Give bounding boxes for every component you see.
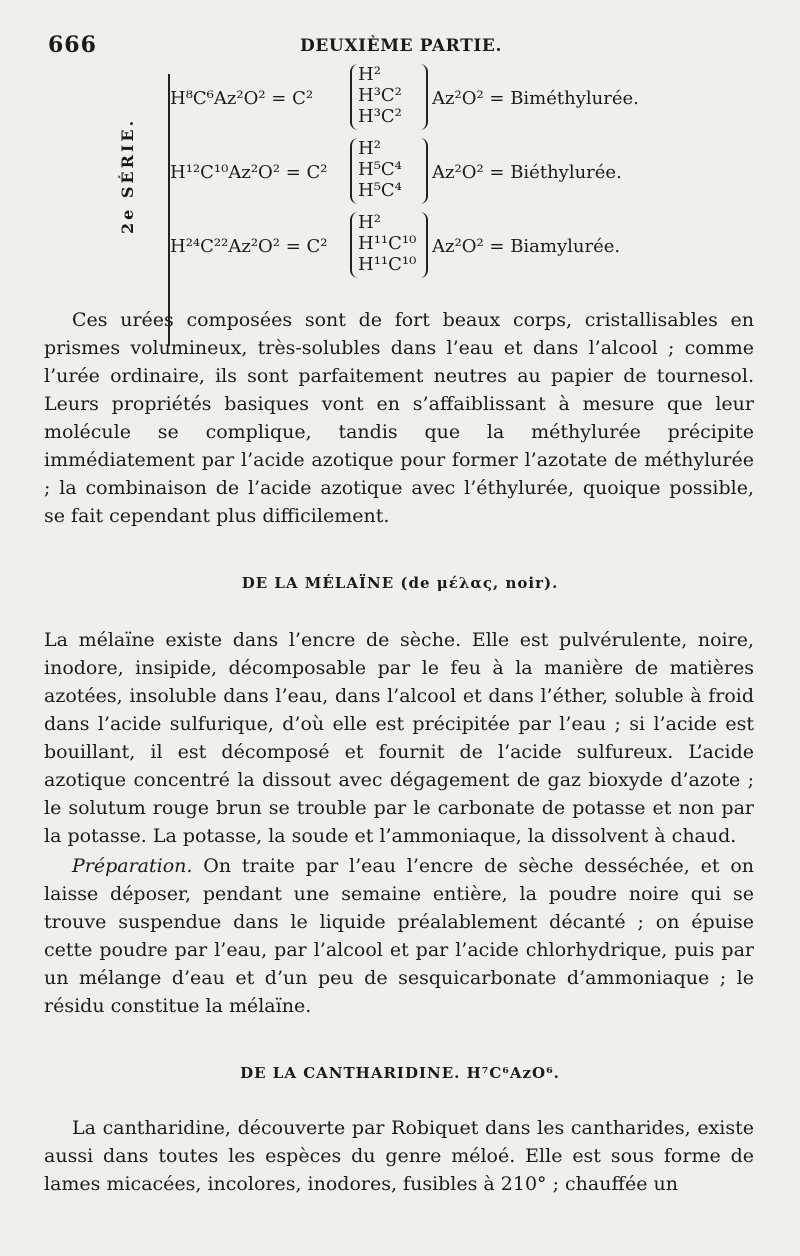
stack-line: H³C²: [358, 106, 402, 127]
paragraph-uree: [44, 306, 754, 530]
section-title-suffix: (de μέλας, noir).: [400, 574, 559, 592]
brace-right: [416, 64, 428, 130]
formula-block: [118, 64, 770, 294]
formula-right: Az²O² = Biamylurée.: [432, 236, 621, 257]
series-label: 2e SÉRIE.: [118, 117, 137, 234]
formula-stack: [358, 138, 402, 201]
paragraph-text: La cantharidine, découverte par Robiquet dans les cantharides, existe aussi dans toutes les espèces du genre méloé. Elle est sous forme de lames micacées, incolores, inodores, fusibles à 210° ; chauffée un: [44, 1117, 754, 1195]
formula-left: H¹²C¹⁰Az²O² = C²: [170, 162, 328, 183]
paragraph-preparation: [44, 852, 754, 1020]
running-head: DEUXIÈME PARTIE.: [300, 36, 502, 56]
formula-stack: [358, 212, 416, 275]
page-header: [0, 30, 800, 60]
stack-line: H⁵C⁴: [358, 159, 402, 180]
page-number: 666: [48, 32, 97, 58]
stack-line: H²: [358, 212, 381, 233]
stack-line: H²: [358, 64, 381, 85]
stack-line: H²: [358, 138, 381, 159]
paragraph-text: On traite par l’eau l’encre de sèche desséchée, et on laisse déposer, pendant une semaine entière, la poudre noire qui se trouve suspendue dans le liquide préalablement décanté ; on épuise cette poudre par l’eau, par l’alcool et par l’acide chlorhydrique, puis par un mélange d’eau et d’un peu de sesquicarbonate d’ammoniaque ; le résidu constitue la mélaïne.: [44, 855, 754, 1017]
stack-line: H⁵C⁴: [358, 180, 402, 201]
section-title-text: DE LA CANTHARIDINE.: [240, 1064, 461, 1082]
section-title-cantharidine: [0, 1064, 800, 1082]
formula-right: Az²O² = Biéthylurée.: [432, 162, 622, 183]
section-title-formula: H⁷C⁶AzO⁶.: [466, 1064, 560, 1082]
stack-line: H³C²: [358, 85, 402, 106]
brace-right: [416, 212, 428, 278]
section-title-melaine: [0, 574, 800, 592]
section-title-text: DE LA MÉLAÏNE: [241, 574, 395, 592]
paragraph-melaine: [44, 626, 754, 850]
paragraph-cantharidine: [44, 1114, 754, 1198]
paragraph-text: La mélaïne existe dans l’encre de sèche. Elle est pulvérulente, noire, inodore, insipide, décomposable par le feu à la manière de matières azotées, insoluble dans l’eau, dans l’alcool et dans l’éther, soluble à froid dans l’acide sulfurique, d’où elle est précipitée par l’eau ; si l’acide est bouillant, il est décomposé et fournit de l’acide sulfureux. L’acide azotique concentré la dissout avec dégagement de gaz bioxyde d’azote ; le solutum rouge brun se trouble par le carbonate de potasse et non par la potasse. La potasse, la soude et l’ammoniaque, la dissolvent à chaud.: [44, 629, 754, 847]
paragraph-lead: Préparation.: [72, 855, 193, 877]
paragraph-text: Ces urées composées sont de fort beaux corps, cristallisables en prismes volumineux, très-solubles dans l’eau et dans l’alcool ; comme l’urée ordinaire, ils sont parfaitement neutres au papier de tournesol. Leurs propriétés basiques vont en s’affaiblissant à mesure que leur molécule se complique, tandis que la méthylurée précipite immédiatement par l’acide azotique pour former l’azotate de méthylurée ; la combinaison de l’acide azotique avec l’éthylurée, quoique possible, se fait cependant plus difficilement.: [44, 309, 754, 527]
formula-stack: [358, 64, 402, 127]
formula-left: H²⁴C²²Az²O² = C²: [170, 236, 328, 257]
stack-line: H¹¹C¹⁰: [358, 254, 417, 275]
stack-line: H¹¹C¹⁰: [358, 233, 417, 254]
formula-right: Az²O² = Biméthylurée.: [432, 88, 639, 109]
formula-left: H⁸C⁶Az²O² = C²: [170, 88, 314, 109]
brace-right: [416, 138, 428, 204]
